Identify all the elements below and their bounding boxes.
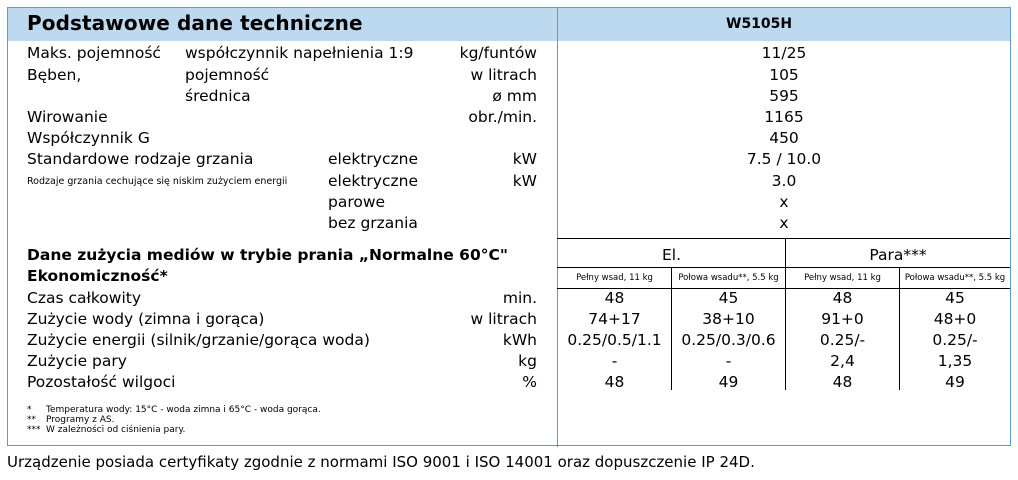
consumption-unit: w litrach (470, 310, 537, 328)
consumption-cell: 45 (945, 289, 965, 307)
spec-value: x (779, 214, 789, 232)
section-divider (557, 238, 1010, 239)
spec-value: 450 (769, 129, 799, 147)
footnote-text: Programy z AS. (46, 415, 115, 425)
spec-unit: w litrach (470, 66, 537, 84)
column-header: Połowa wsadu**, 5.5 kg (904, 273, 1006, 283)
page-title: Podstawowe dane techniczne (27, 11, 363, 35)
consumption-cell: - (725, 352, 732, 370)
footnote-mark: ** (27, 415, 36, 425)
consumption-cell: 49 (718, 373, 739, 391)
consumption-label: Zużycie pary (27, 352, 127, 370)
spec-label: Współczynnik G (27, 129, 150, 147)
consumption-cell: 45 (718, 289, 739, 307)
consumption-cell: 0.25/0.5/1.1 (567, 331, 662, 349)
subheader-top-line (557, 267, 1010, 268)
certification-note: Urządzenie posiada certyfikaty zgodnie z normami ISO 9001 i ISO 14001 oraz dopuszczenie IP 24D. (7, 453, 755, 471)
consumption-cell: - (611, 352, 618, 370)
spec-value: 7.5 / 10.0 (746, 150, 822, 168)
consumption-cell: 48 (604, 373, 625, 391)
footnote-mark: * (27, 405, 32, 415)
footnote-text: Temperatura wody: 15°C - woda zimna i 65°C - woda gorąca. (46, 405, 321, 415)
footnote-mark: *** (27, 425, 41, 435)
spec-unit: kg/funtów (459, 44, 537, 62)
spec-value: x (779, 193, 789, 211)
column-line (899, 267, 900, 390)
consumption-cell: 1,35 (937, 352, 973, 370)
consumption-cell: 0.25/0.3/0.6 (681, 331, 776, 349)
spec-sublabel: pojemność (185, 66, 270, 84)
spec-label: Maks. pojemność (27, 44, 161, 62)
model-name: W5105H (726, 16, 793, 32)
spec-unit: ø mm (492, 87, 537, 105)
consumption-heading: Dane zużycia mediów w trybie prania „Normalne 60°C" (27, 246, 508, 264)
consumption-subheading: Ekonomiczność* (27, 267, 168, 285)
consumption-cell: 2,4 (830, 352, 855, 370)
spec-unit: obr./min. (468, 108, 537, 126)
consumption-label: Pozostałość wilgoci (27, 373, 176, 391)
table-header (8, 8, 1010, 41)
consumption-label: Zużycie wody (zimna i gorąca) (27, 310, 265, 328)
consumption-unit: % (522, 373, 537, 391)
spec-sublabel: bez grzania (328, 214, 418, 232)
footnote-text: W zależności od ciśnienia pary. (46, 425, 186, 435)
consumption-label: Czas całkowity (27, 289, 142, 307)
spec-sublabel: średnica (185, 87, 251, 105)
spec-unit: kW (512, 150, 537, 168)
consumption-cell: 48 (604, 289, 625, 307)
column-header: Połowa wsadu**, 5.5 kg (678, 273, 779, 283)
spec-value: 11/25 (761, 44, 807, 62)
consumption-cell: 0.25/- (819, 331, 866, 349)
consumption-unit: min. (502, 289, 537, 307)
consumption-cell: 48+0 (933, 310, 977, 328)
consumption-cell: 48 (832, 373, 853, 391)
consumption-label: Zużycie energii (silnik/grzanie/gorąca woda) (27, 331, 370, 349)
column-header: Pełny wsad, 11 kg (576, 273, 653, 283)
spec-label: Wirowanie (27, 108, 108, 126)
spec-label: Rodzaje grzania cechujące się niskim zużyciem energii (27, 176, 288, 187)
consumption-cell: 48 (832, 289, 853, 307)
consumption-cell: 0.25/- (932, 331, 978, 349)
spec-label: Standardowe rodzaje grzania (27, 150, 254, 168)
consumption-unit: kWh (502, 331, 537, 349)
spec-value: 105 (769, 66, 799, 84)
column-header: Pełny wsad, 11 kg (804, 273, 881, 283)
spec-value: 595 (769, 87, 799, 105)
spec-value: 3.0 (771, 172, 797, 190)
spec-sublabel: parowe (328, 193, 386, 211)
consumption-cell: 74+17 (588, 310, 641, 328)
group-header-el: El. (661, 246, 682, 264)
spec-sublabel: współczynnik napełnienia 1:9 (185, 44, 414, 62)
consumption-unit: kg (518, 352, 537, 370)
spec-sublabel: elektryczne (328, 172, 418, 190)
spec-sublabel: elektryczne (328, 150, 418, 168)
spec-value: 1165 (764, 108, 804, 126)
consumption-cell: 38+10 (702, 310, 755, 328)
spec-label: Bęben, (27, 66, 82, 84)
consumption-cell: 49 (945, 373, 965, 391)
column-line (671, 267, 672, 390)
consumption-cell: 91+0 (821, 310, 864, 328)
group-header-para: Para*** (869, 246, 927, 264)
spec-unit: kW (512, 172, 537, 190)
spec-table (7, 7, 1011, 446)
